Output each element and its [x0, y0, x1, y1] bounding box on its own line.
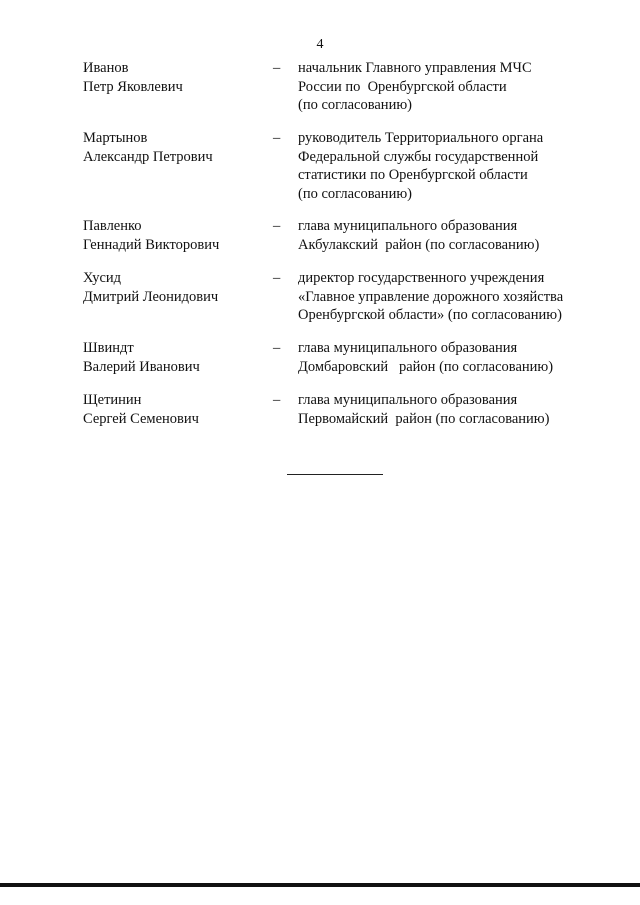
member-position	[298, 269, 598, 325]
member-given-names: Дмитрий Леонидович	[83, 288, 219, 305]
position-line: начальник Главного управления МЧС	[298, 60, 532, 76]
dash-separator: –	[273, 218, 281, 234]
member-surname: Швиндт	[83, 340, 134, 356]
member-position	[298, 59, 598, 115]
member-name	[83, 59, 263, 96]
position-line: Первомайский район (по согласованию)	[298, 410, 550, 427]
member-name	[83, 129, 263, 166]
position-line: «Главное управление дорожного хозяйства	[298, 288, 564, 305]
position-line: руководитель Территориального органа	[298, 130, 544, 146]
position-line: глава муниципального образования	[298, 392, 518, 408]
dash-separator: –	[273, 340, 281, 356]
position-line: (по согласованию)	[298, 185, 412, 202]
member-position	[298, 339, 598, 376]
dash-separator: –	[273, 130, 281, 146]
member-given-names: Александр Петрович	[83, 148, 213, 165]
member-position	[298, 391, 598, 428]
member-surname: Павленко	[83, 218, 142, 234]
member-position	[298, 217, 598, 254]
position-line: глава муниципального образования	[298, 340, 518, 356]
dash-separator: –	[273, 60, 281, 76]
member-given-names: Геннадий Викторович	[83, 236, 220, 253]
member-name	[83, 269, 263, 306]
position-line: России по Оренбургской области	[298, 78, 507, 95]
dash-separator: –	[273, 270, 281, 286]
position-line: Домбаровский район (по согласованию)	[298, 358, 554, 375]
position-line: (по согласованию)	[298, 97, 412, 113]
position-line: глава муниципального образования	[298, 218, 518, 234]
position-line: статистики по Оренбургской области	[298, 167, 528, 183]
member-surname: Иванов	[83, 60, 129, 76]
member-given-names: Валерий Иванович	[83, 358, 200, 375]
member-name	[83, 391, 263, 428]
member-name	[83, 217, 263, 254]
member-position	[298, 129, 598, 203]
end-of-list-rule	[287, 474, 383, 475]
scan-bottom-edge	[0, 883, 640, 887]
member-surname: Мартынов	[83, 130, 148, 146]
member-surname: Щетинин	[83, 392, 142, 408]
position-line: Федеральной службы государственной	[298, 148, 539, 165]
member-surname: Хусид	[83, 270, 122, 286]
position-line: Акбулакский район (по согласованию)	[298, 236, 540, 253]
dash-separator: –	[273, 392, 281, 408]
member-given-names: Петр Яковлевич	[83, 78, 183, 95]
position-line: директор государственного учреждения	[298, 270, 545, 286]
member-given-names: Сергей Семенович	[83, 410, 199, 427]
position-line: Оренбургской области» (по согласованию)	[298, 307, 562, 323]
page-number: 4	[316, 37, 324, 52]
member-name	[83, 339, 263, 376]
